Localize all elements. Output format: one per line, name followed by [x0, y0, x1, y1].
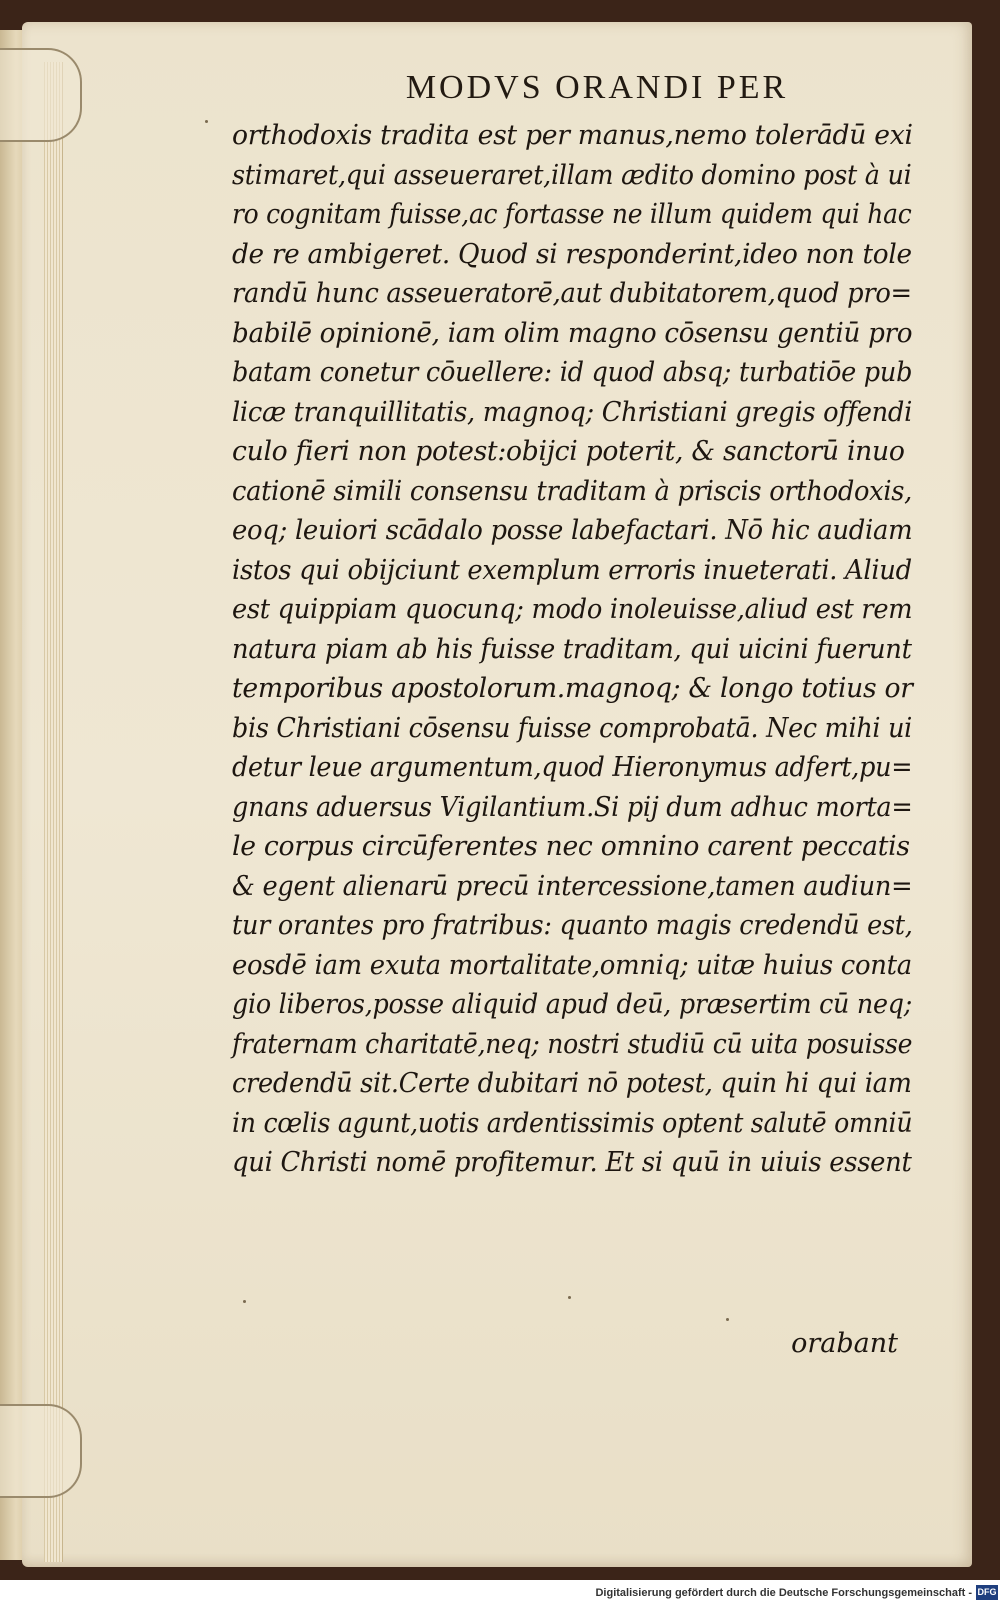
text-line: le corpus circūferentes nec omnino carent peccatis: [232, 831, 910, 862]
text-line: in cœlis agunt,uotis ardentissimis optent salutē omniū: [232, 1107, 913, 1139]
text-line: & egent alienarū precū intercessione,tamen audiun=: [232, 870, 913, 902]
text-line: eoq; leuiori scādalo posse labefactari. Nō hic audiam: [232, 515, 913, 546]
text-line: temporibus apostolorum.magnoq; & longo totius or: [232, 673, 913, 704]
text-line: babilē opinionē, iam olim magno cōsensu gentiū pro: [232, 317, 913, 349]
body-text: [232, 116, 922, 1183]
text-line: eosdē iam exuta mortalitate,omniq; uitæ huius conta: [232, 949, 912, 981]
page-leaf-stack: [44, 62, 63, 1562]
digitization-footer: [0, 1580, 1000, 1608]
text-line: detur leue argumentum,quod Hieronymus adfert,pu=: [232, 752, 913, 783]
text-line: est quippiam quocunq; modo inoleuisse,aliud est rem: [232, 594, 913, 625]
text-line: bis Christiani cōsensu fuisse comprobatā. Nec mihi ui: [232, 712, 913, 744]
text-line: qui Christi nomē profitemur. Et si quū in uiuis essent: [232, 1147, 912, 1178]
text-line: licæ tranquillitatis, magnoq; Christiani gregis offendi: [232, 396, 913, 428]
dfg-logo: DFG: [976, 1585, 998, 1600]
ink-speck: [726, 1318, 729, 1321]
text-line: orthodoxis tradita est per manus,nemo tolerādū exi: [232, 120, 913, 151]
text-line: gnans aduersus Vigilantium.Si pij dum adhuc morta=: [232, 791, 913, 823]
text-line: stimaret,qui asseueraret,illam ædito domino post à ui: [232, 159, 912, 191]
ink-speck: [568, 1296, 571, 1299]
text-line: fraternam charitatē,neq; nostri studiū cū uita posuisse: [232, 1028, 913, 1060]
text-line: istos qui obijciunt exemplum erroris inueterati. Aliud: [232, 554, 912, 586]
text-line: cationē simili consensu traditam à priscis orthodoxis,: [232, 475, 913, 507]
text-line: randū hunc asseueratorē,aut dubitatorem,quod pro=: [232, 278, 912, 309]
text-line: tur orantes pro fratribus: quanto magis credendū est,: [232, 910, 913, 941]
text-line: culo fieri non potest:obijci poterit, & sanctorū inuo: [232, 436, 905, 467]
ink-speck: [205, 120, 208, 123]
top-page-clip: [0, 48, 82, 142]
footer-credit: Digitalisierung gefördert durch die Deutsche Forschungsgemeinschaft -: [595, 1587, 972, 1599]
text-line: natura piam ab his fuisse traditam, qui uicini fuerunt: [232, 633, 912, 665]
text-line: batam conetur cōuellere: id quod absq; turbatiōe pub: [232, 357, 913, 388]
running-head: MODVS ORANDI PER: [405, 69, 789, 106]
text-line: credendū sit.Certe dubitari nō potest, quin hi qui iam: [232, 1068, 912, 1099]
text-block: [232, 66, 922, 1359]
catchword: orabant: [791, 1328, 898, 1359]
text-line: gio liberos,posse aliquid apud deū, præsertim cū neq;: [232, 989, 912, 1020]
ink-speck: [243, 1300, 246, 1303]
text-line: de re ambigeret. Quod si responderint,ideo non tole: [232, 238, 912, 270]
bottom-page-clip: [0, 1404, 82, 1498]
text-line: ro cognitam fuisse,ac fortasse ne illum quidem qui hac: [232, 199, 912, 230]
